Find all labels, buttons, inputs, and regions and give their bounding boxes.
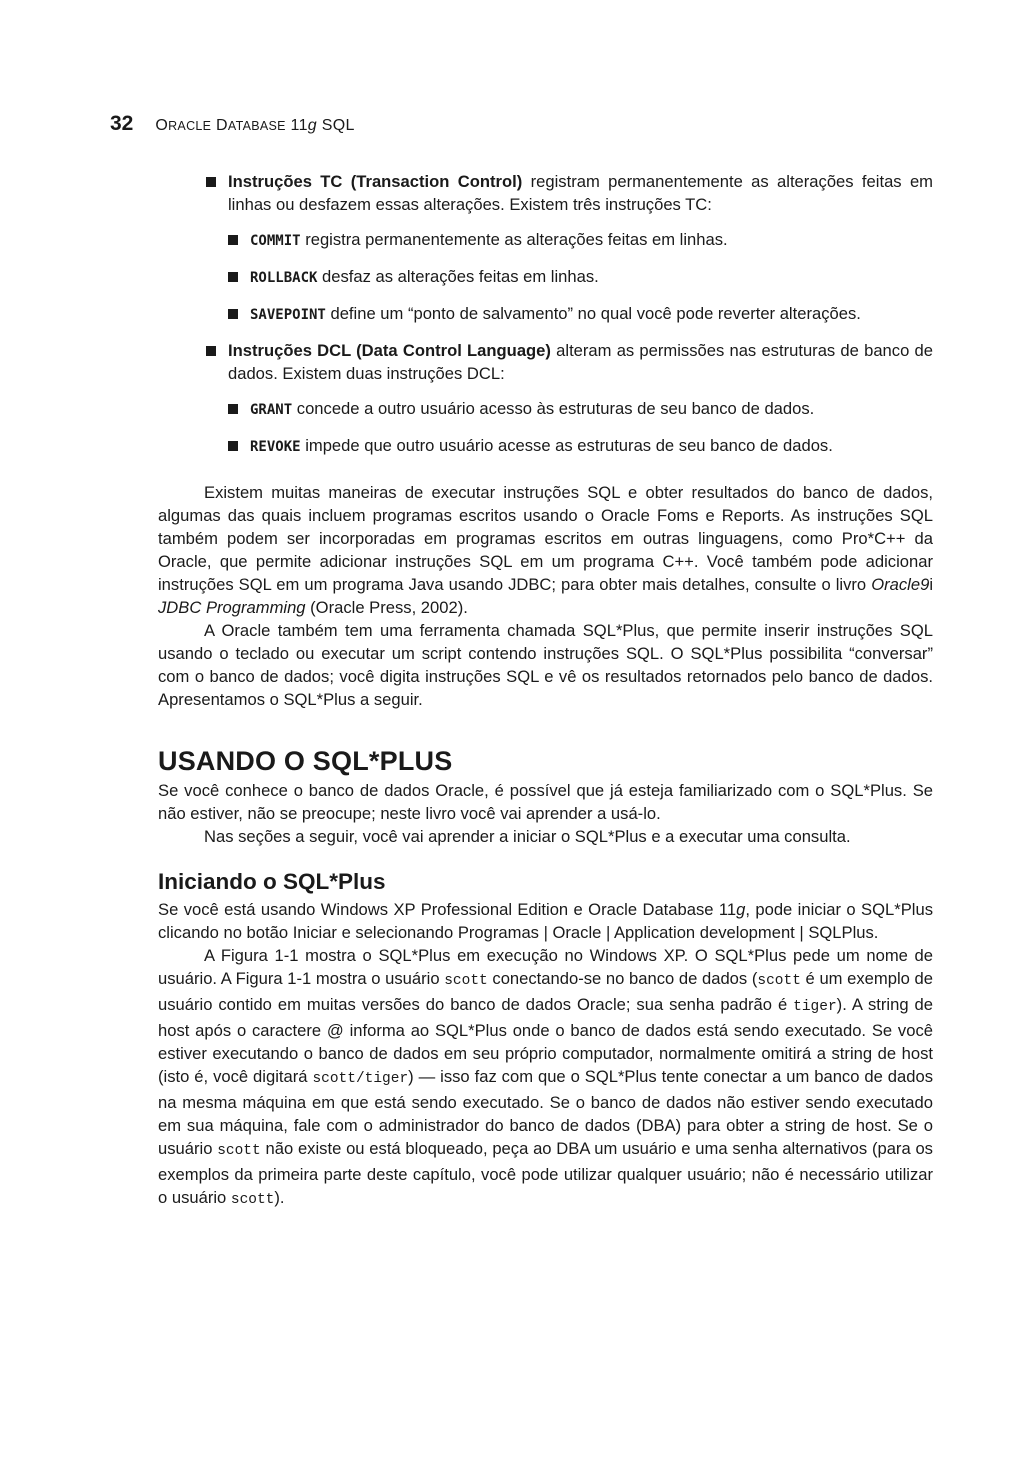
paragraph-sql-ways: Existem muitas maneiras de executar instruções SQL e obter resultados do banco de dados, algumas das quais incluem programas escritos usando o Oracle Foms e Reports. As instruções SQL também podem ser incorporadas em programas escritos em outras linguagens, como Pro*C++ da Oracle, que permite adicionar instruções SQL em um programa C++. Você também pode adicionar instruções SQL em um programa Java usando JDBC; para obter mais detalhes, consulte o livro Oracle9i JDBC Programming (Oracle Press, 2002). <box>158 483 933 617</box>
list-item-dcl: Instruções DCL (Data Control Language) alteram as permissões nas estruturas de banco de dados. Existem duas instruções DCL: <box>158 339 933 385</box>
running-head <box>110 112 355 138</box>
section-heading-usando-sqlplus: USANDO O SQL*PLUS <box>158 746 453 776</box>
list-item-revoke: REVOKE impede que outro usuário acesse as estruturas de seu banco de dados. <box>158 434 933 459</box>
list-item-grant: GRANT concede a outro usuário acesso às estruturas de seu banco de dados. <box>158 397 933 422</box>
running-title: ORACLE DATABASE 11g SQL <box>155 117 355 134</box>
paragraph-figure-1-1: A Figura 1-1 mostra o SQL*Plus em execução no Windows XP. O SQL*Plus pede um nome de usuário. A Figura 1-1 mostra o usuário scott conectando-se no banco de dados (scott é um exemplo de usuário contido em muitas versões do banco de dados Oracle; sua senha padrão é tiger). A string de host após o caractere @ informa ao SQL*Plus onde o banco de dados está sendo executado. Se você estiver executando o banco de dados em seu próprio computador, normalmente omitirá a string de host (isto é, você digitará scott/tiger) — isso faz com que o SQL*Plus tente conectar a um banco de dados na mesma máquina em que está sendo executado. Se o banco de dados não estiver sendo executado em sua máquina, fale com o administrador do banco de dados (DBA) para obter a string de host. Se o usuário scott não existe ou está bloqueado, peça ao DBA um usuário e uma senha alternativos (para os exemplos da primeira parte deste capítulo, você pode utilizar qualquer usuário; não é necessário utilizar o usuário scott). <box>158 946 933 1208</box>
page-number: 32 <box>110 112 134 135</box>
paragraph-start-sqlplus: Se você está usando Windows XP Professional Edition e Oracle Database 11g, pode iniciar o SQL*Plus clicando no botão Iniciar e selecionando Programas | Oracle | Application development | SQLPlus. <box>158 900 933 942</box>
paragraph-familiar: Se você conhece o banco de dados Oracle, é possível que já esteja familiarizado com o SQL*Plus. Se não estiver, não se preocupe; neste livro você vai aprender a usá-lo. <box>158 781 933 823</box>
subsection-heading-iniciando: Iniciando o SQL*Plus <box>158 869 386 894</box>
list-item-tc: Instruções TC (Transaction Control) registram permanentemente as alterações feitas em linhas ou desfazem essas alterações. Existem três instruções TC: <box>158 170 933 216</box>
paragraph-sqlplus-intro: A Oracle também tem uma ferramenta chamada SQL*Plus, que permite inserir instruções SQL usando o teclado ou executar um script contendo instruções SQL. O SQL*Plus possibilita “conversar” com o banco de dados; você digita instruções SQL e vê os resultados retornados pelo banco de dados. Apresentamos o SQL*Plus a seguir. <box>158 621 933 709</box>
page-body <box>158 170 933 1212</box>
list-item-savepoint: SAVEPOINT define um “ponto de salvamento” no qual você pode reverter alterações. <box>158 302 933 327</box>
list-item-commit: COMMIT registra permanentemente as alterações feitas em linhas. <box>158 228 933 253</box>
statement-type-list <box>158 170 933 459</box>
paragraph-next-sections: Nas seções a seguir, você vai aprender a iniciar o SQL*Plus e a executar uma consulta. <box>204 827 851 846</box>
list-item-rollback: ROLLBACK desfaz as alterações feitas em linhas. <box>158 265 933 290</box>
